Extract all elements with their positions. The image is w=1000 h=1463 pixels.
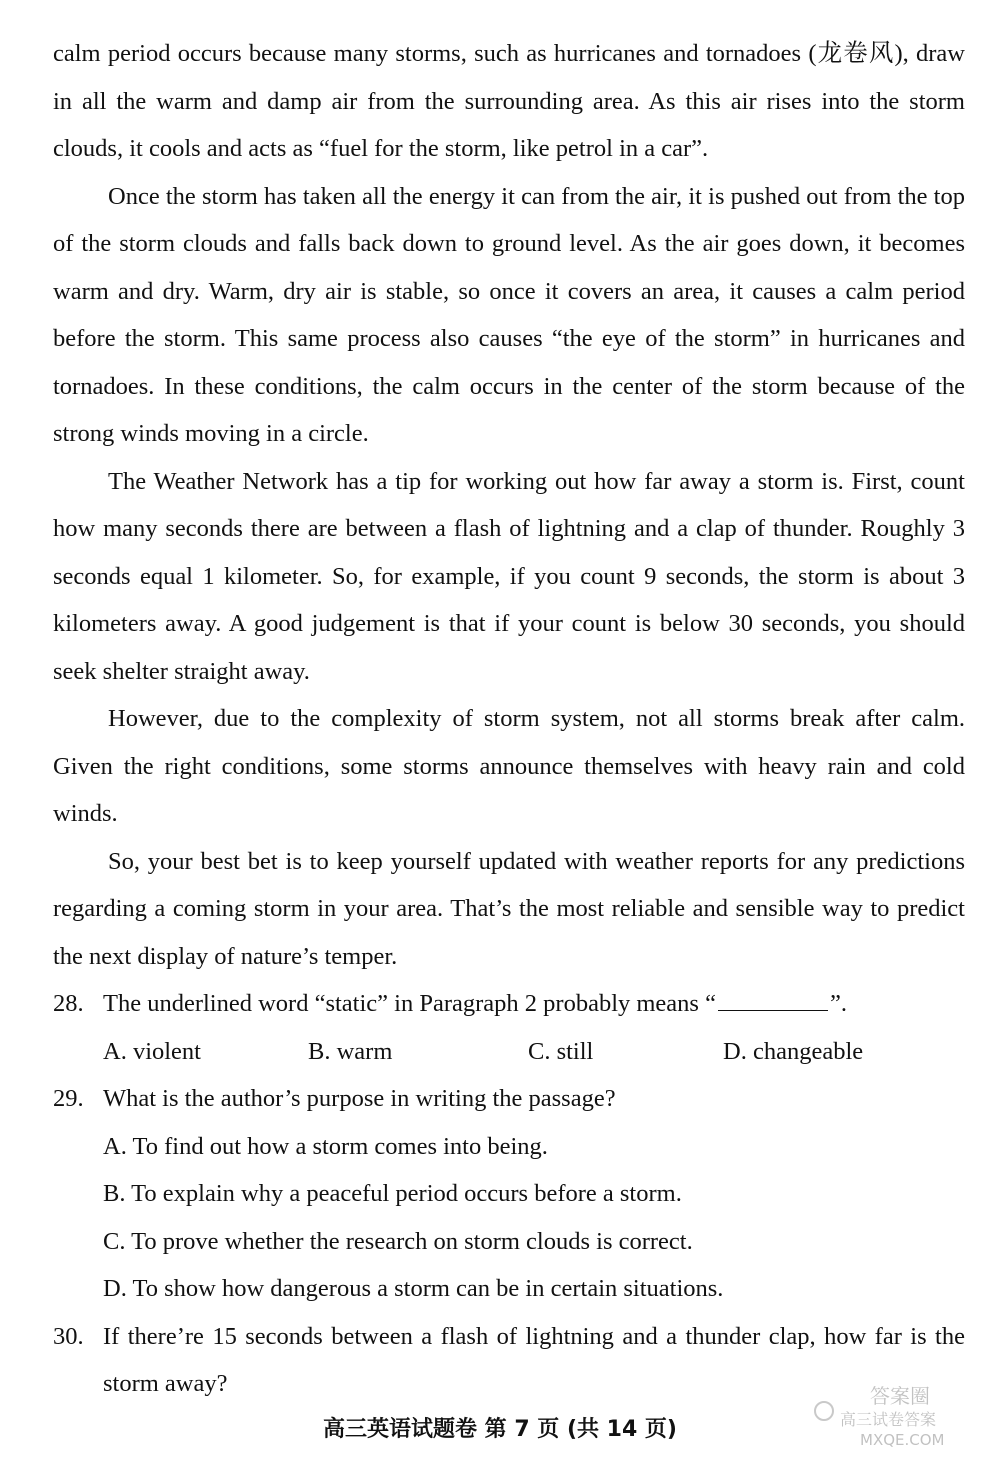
option-a: A. To find out how a storm comes into being. [103,1132,548,1160]
watermark-line1: 答案圈 [870,1384,930,1408]
watermark-line2: 高三试卷答案 [840,1410,937,1429]
question-number: 30. [53,1322,84,1350]
passage-paragraph-3: The Weather Network has a tip for working out how far away a storm is. First, count how many seconds there are between a flash of lightning and a clap of thunder. Roughly 3 seconds equal 1 kilometer. So, for example, if you count 9 seconds, the storm is about 3 kilometers away. A good judgement is that if your count is below 30 seconds, you should seek shelter straight away. [53,467,965,685]
question-stem-start: The underlined word “static” in Paragraph 2 probably means “ [103,990,716,1017]
passage-paragraph-5: So, your best bet is to keep yourself updated with weather reports for any predictions regarding a coming storm in your area. That’s the most reliable and sensible way to predict the next display of nature’s temper. [53,847,965,970]
question-stem-end: ”. [829,990,847,1017]
reading-passage [53,30,965,980]
passage-paragraph-2: Once the storm has taken all the energy it can from the air, it is pushed out from the top of the storm clouds and falls back down to ground level. As the air goes down, it becomes warm and dry. Warm, dry air is stable, so once it covers an area, it causes a calm period before the storm. This same process also causes “the eye of the storm” in hurricanes and tornadoes. In these conditions, the calm occurs in the center of the storm because of the strong winds moving in a circle. [53,182,965,447]
answer-blank [718,990,828,1011]
option-d: D. To show how dangerous a storm can be in certain situations. [103,1275,724,1302]
question-number: 28. [53,990,84,1017]
option-b: B. warm [308,1037,393,1065]
watermark-logo [810,1381,970,1451]
page-footer: 高三英语试题卷 第 7 页 (共 14 页) [323,1417,677,1442]
question-28 [53,980,965,1075]
question-stem: If there’re 15 seconds between a flash of lightning and a thunder clap, how far is the storm away? [103,1322,965,1397]
option-b: B. To explain why a peaceful period occurs before a storm. [103,1180,682,1207]
option-d: D. changeable [723,1037,864,1065]
passage-paragraph-1: calm period occurs because many storms, such as hurricanes and tornadoes (龙卷风), draw in all the warm and damp air from the surrounding area. As this air rises into the storm clouds, it cools and acts as “fuel for the storm, like petrol in a car”. [53,40,965,162]
option-c: C. still [528,1037,594,1065]
exam-page [53,30,965,1408]
passage-paragraph-4: However, due to the complexity of storm system, not all storms break after calm. Given the right conditions, some storms announce themselves with heavy rain and cold winds. [53,705,965,827]
question-number: 29. [53,1085,84,1112]
watermark-line3: MXQE.COM [860,1431,945,1449]
option-c: C. To prove whether the research on storm clouds is correct. [103,1227,693,1255]
question-stem [103,980,965,1028]
question-29 [53,1075,965,1313]
wechat-icon [815,1402,833,1420]
options-row [103,1028,965,1076]
question-stem: What is the author’s purpose in writing the passage? [103,1085,616,1112]
option-a: A. violent [103,1037,201,1065]
